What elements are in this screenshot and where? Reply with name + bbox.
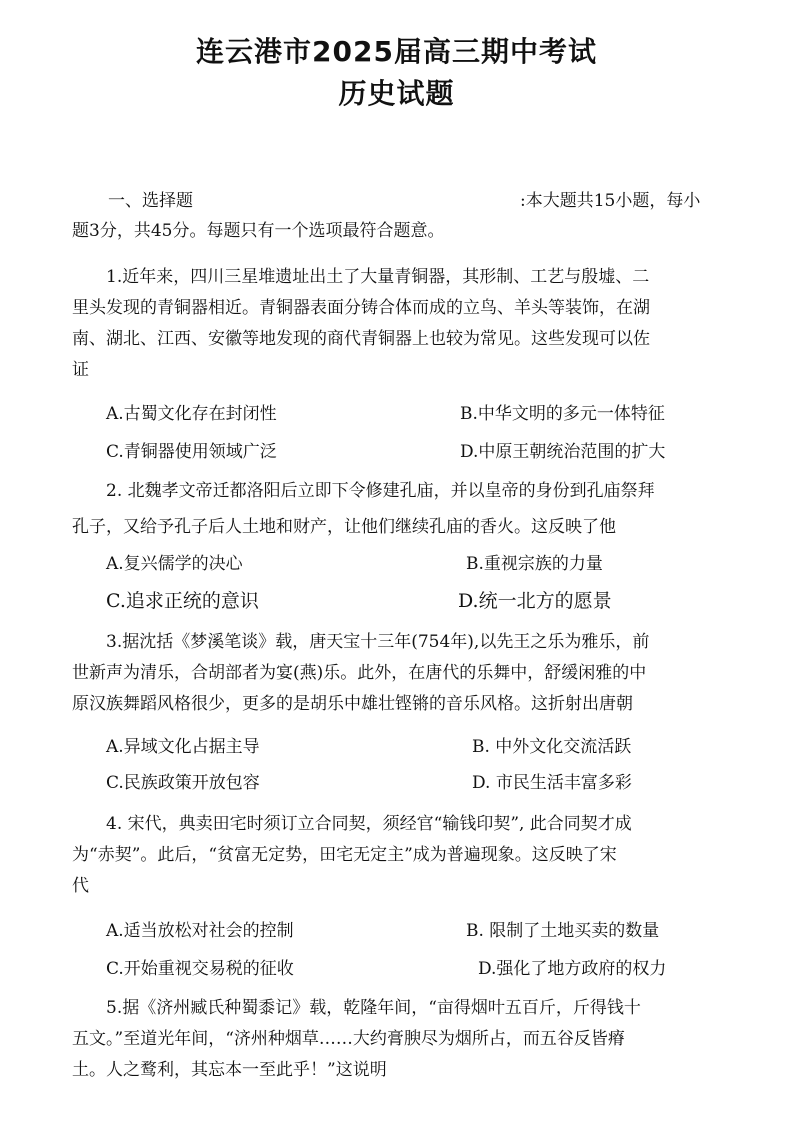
question-1-option-b: B.中华文明的多元一体特征: [460, 404, 665, 424]
question-1-option-d: D.中原王朝统治范围的扩大: [460, 442, 666, 462]
question-4-option-c: C.开始重视交易税的征收: [106, 959, 294, 979]
question-4-text: 4. 宋代，典卖田宅时须订立合同契，须经官“输钱印契”, 此合同契才成: [106, 814, 632, 834]
question-3-text: 原汉族舞蹈风格很少，更多的是胡乐中雄壮铿锵的音乐风格。这折射出唐朝: [72, 694, 633, 714]
question-1-text: 里头发现的青铜器相近。青铜器表面分铸合体而成的立鸟、羊头等装饰，在湖: [72, 298, 650, 318]
question-3-text: 3.据沈括《梦溪笔谈》载，唐天宝十三年(754年),以先王之乐为雅乐，前: [106, 632, 650, 652]
question-1-text: 1.近年来，四川三星堆遗址出土了大量青铜器，其形制、工艺与殷墟、二: [106, 267, 650, 287]
question-1-option-c: C.青铜器使用领域广泛: [106, 442, 277, 462]
section-instruction: :本大题共15小题，每小: [520, 191, 701, 211]
question-2-option-c: C.追求正统的意识: [106, 590, 259, 612]
page-title: 连云港市2025届高三期中考试: [196, 35, 597, 68]
question-5-text: 土。人之鹜利，其忘本一至此乎！”这说明: [72, 1060, 387, 1080]
question-2-text: 孔子，又给予孔子后人土地和财产，让他们继续孔庙的香火。这反映了他: [72, 517, 616, 537]
question-2-option-a: A.复兴儒学的决心: [106, 554, 243, 574]
question-3-text: 世新声为清乐，合胡部者为宴(燕)乐。此外，在唐代的乐舞中，舒缓闲雅的中: [72, 663, 647, 683]
section-label: 一、选择题: [108, 191, 193, 211]
section-instruction: 题3分，共45分。每题只有一个选项最符合题意。: [72, 221, 445, 241]
question-3-option-c: C.民族政策开放包容: [106, 773, 260, 793]
question-2-text: 2. 北魏孝文帝迁都洛阳后立即下令修建孔庙，并以皇帝的身份到孔庙祭拜: [106, 481, 655, 501]
question-5-text: 5.据《济州臧氏种蜀黍记》载，乾隆年间，“亩得烟叶五百斤，斤得钱十: [106, 998, 641, 1018]
question-4-option-a: A.适当放松对社会的控制: [106, 921, 294, 941]
question-1-text: 证: [72, 360, 89, 380]
question-3-option-a: A.异域文化占据主导: [106, 737, 260, 757]
question-2-option-b: B.重视宗族的力量: [466, 554, 603, 574]
question-3-option-d: D. 市民生活丰富多彩: [472, 773, 632, 793]
question-4-text: 为“赤契”。此后，“贫富无定势，田宅无定主”成为普遍现象。这反映了宋: [72, 845, 617, 865]
question-3-option-b: B. 中外文化交流活跃: [472, 737, 632, 757]
question-4-text: 代: [72, 876, 89, 896]
question-4-option-d: D.强化了地方政府的权力: [478, 959, 667, 979]
question-5-text: 五文。”至道光年间，“济州种烟草……大约膏腴尽为烟所占，而五谷反皆瘠: [72, 1029, 625, 1049]
question-4-option-b: B. 限制了土地买卖的数量: [466, 921, 660, 941]
page-subtitle: 历史试题: [338, 77, 455, 110]
question-1-option-a: A.古蜀文化存在封闭性: [106, 404, 277, 424]
question-1-text: 南、湖北、江西、安徽等地发现的商代青铜器上也较为常见。这些发现可以佐: [72, 329, 650, 349]
question-2-option-d: D.统一北方的愿景: [458, 590, 612, 612]
